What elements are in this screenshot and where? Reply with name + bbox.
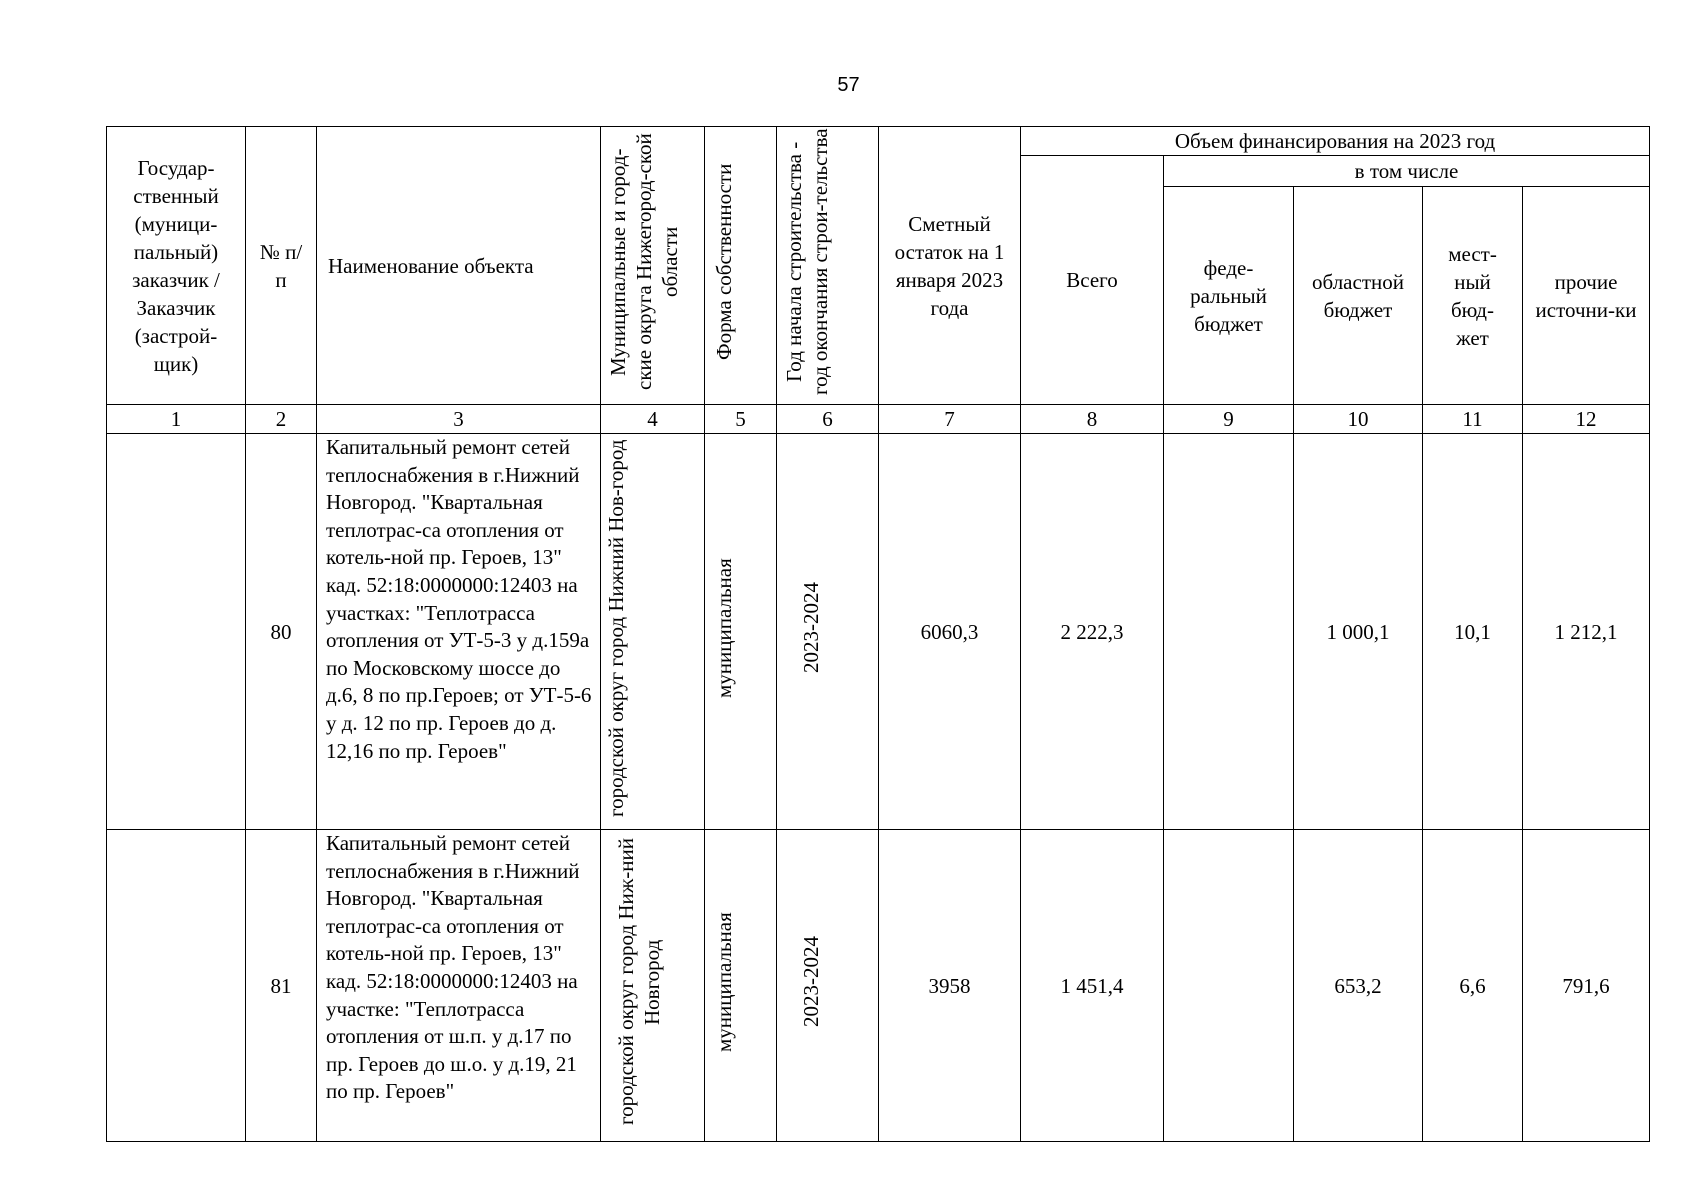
header-local: мест-ный бюд-жет bbox=[1423, 187, 1523, 405]
row-years-cell bbox=[777, 830, 879, 1142]
row-district: городской округ город Ниж-ний Новгород bbox=[613, 838, 664, 1126]
column-numbers-row bbox=[107, 405, 1650, 434]
column-number: 10 bbox=[1294, 405, 1423, 434]
header-years-cell bbox=[777, 127, 879, 405]
header-estimate: Сметный остаток на 1 января 2023 года bbox=[879, 127, 1021, 405]
column-number: 3 bbox=[317, 405, 601, 434]
row-district-cell bbox=[601, 434, 705, 830]
header-years: Год начала строительства - год окончания строи-тельства bbox=[781, 128, 832, 396]
column-number: 4 bbox=[601, 405, 705, 434]
row-other: 791,6 bbox=[1523, 830, 1650, 1142]
row-ownership-cell bbox=[705, 830, 777, 1142]
financing-table bbox=[106, 126, 1650, 1142]
row-years: 2023-2024 bbox=[798, 582, 823, 674]
header-object-name: Наименование объекта bbox=[317, 127, 601, 405]
row-local: 6,6 bbox=[1423, 830, 1523, 1142]
row-total: 2 222,3 bbox=[1021, 434, 1164, 830]
row-years-cell bbox=[777, 434, 879, 830]
column-number: 9 bbox=[1164, 405, 1294, 434]
column-number: 8 bbox=[1021, 405, 1164, 434]
row-estimate: 3958 bbox=[879, 830, 1021, 1142]
header-district-cell bbox=[601, 127, 705, 405]
column-number: 7 bbox=[879, 405, 1021, 434]
row-local: 10,1 bbox=[1423, 434, 1523, 830]
row-number: 80 bbox=[246, 434, 317, 830]
row-regional: 653,2 bbox=[1294, 830, 1423, 1142]
page-number: 57 bbox=[837, 74, 860, 96]
header-row-1 bbox=[107, 127, 1650, 156]
column-number: 5 bbox=[705, 405, 777, 434]
row-ownership-cell bbox=[705, 434, 777, 830]
header-including: в том числе bbox=[1164, 156, 1650, 187]
row-federal bbox=[1164, 434, 1294, 830]
header-district: Муниципальные и город-ские округа Нижегород-ской области bbox=[605, 133, 682, 391]
header-customer: Государ-ственный (муници-пальный) заказчик / Заказчик (застрой-щик) bbox=[107, 127, 246, 405]
row-object-name: Капитальный ремонт сетей теплоснабжения в г.Нижний Новгород. "Квартальная теплотрас-са отопления от котель-ной пр. Героев, 13" кад. 52:18:0000000:12403 на участках: "Теплотрасса отопления от УТ-5-3 у д.159а по Московскому шоссе до д.6, 8 по пр.Героев; от УТ-5-6 у д. 12 по пр. Героев до д. 12,16 по пр. Героев" bbox=[317, 434, 601, 830]
row-customer bbox=[107, 434, 246, 830]
column-number: 6 bbox=[777, 405, 879, 434]
row-district-cell bbox=[601, 830, 705, 1142]
header-number: № п/п bbox=[246, 127, 317, 405]
header-funding-group: Объем финансирования на 2023 год bbox=[1021, 127, 1650, 156]
header-total: Всего bbox=[1021, 156, 1164, 405]
row-estimate: 6060,3 bbox=[879, 434, 1021, 830]
row-years: 2023-2024 bbox=[798, 936, 823, 1028]
row-district: городской округ город Нижний Нов-город bbox=[603, 439, 628, 817]
header-federal: феде-ральный бюджет bbox=[1164, 187, 1294, 405]
header-ownership-cell bbox=[705, 127, 777, 405]
column-number: 1 bbox=[107, 405, 246, 434]
column-number: 2 bbox=[246, 405, 317, 434]
row-federal bbox=[1164, 830, 1294, 1142]
column-number: 11 bbox=[1423, 405, 1523, 434]
row-total: 1 451,4 bbox=[1021, 830, 1164, 1142]
row-number: 81 bbox=[246, 830, 317, 1142]
header-ownership: Форма собственности bbox=[711, 163, 736, 361]
column-number: 12 bbox=[1523, 405, 1650, 434]
header-other: прочие источни-ки bbox=[1523, 187, 1650, 405]
row-regional: 1 000,1 bbox=[1294, 434, 1423, 830]
row-ownership: муниципальная bbox=[711, 912, 736, 1052]
row-object-name: Капитальный ремонт сетей теплоснабжения в г.Нижний Новгород. "Квартальная теплотрас-са отопления от котель-ной пр. Героев, 13" кад. 52:18:0000000:12403 на участке: "Теплотрасса отопления от ш.п. у д.17 по пр. Героев до ш.о. у д.19, 21 по пр. Героев" bbox=[317, 830, 601, 1142]
row-ownership: муниципальная bbox=[711, 558, 736, 698]
table-row bbox=[107, 830, 1650, 1142]
row-customer bbox=[107, 830, 246, 1142]
table-row bbox=[107, 434, 1650, 830]
header-regional: областной бюджет bbox=[1294, 187, 1423, 405]
row-other: 1 212,1 bbox=[1523, 434, 1650, 830]
